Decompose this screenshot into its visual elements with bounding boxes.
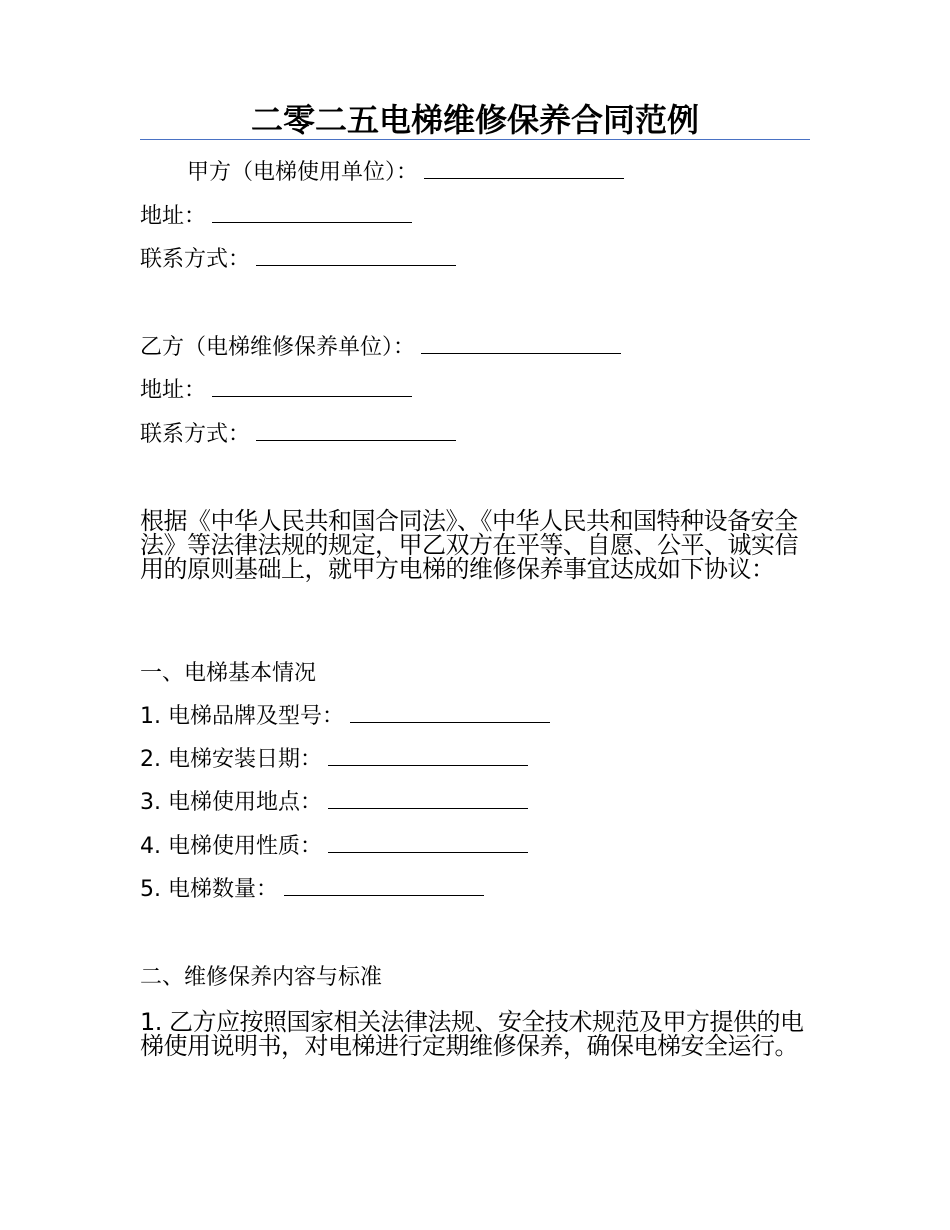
section-1-item <box>140 832 528 862</box>
party-b-label: 乙方（电梯维修保养单位）： <box>140 335 416 360</box>
party-a-address-label: 地址： <box>140 204 207 229</box>
party-b-address-blank[interactable] <box>212 376 412 397</box>
document-title: 二零二五电梯维修保养合同范例 <box>250 101 699 139</box>
section-1-item-label: 1. 电梯品牌及型号： <box>140 704 344 729</box>
party-b-address-line <box>140 376 412 406</box>
section-1-item-blank[interactable] <box>350 702 550 723</box>
section-1-item <box>140 875 484 905</box>
section-1-item-label: 4. 电梯使用性质： <box>140 834 322 859</box>
section-1-item-blank[interactable] <box>284 875 484 896</box>
party-a-address-blank[interactable] <box>212 202 412 223</box>
party-b-contact-label: 联系方式： <box>140 422 251 447</box>
party-b-line <box>140 333 621 363</box>
party-a-contact-label: 联系方式： <box>140 247 251 272</box>
section-1-heading: 一、电梯基本情况 <box>140 661 317 686</box>
section-1-item <box>140 745 528 775</box>
party-a-label: 甲方（电梯使用单位）： <box>187 160 419 185</box>
party-a-contact-blank[interactable] <box>256 245 456 266</box>
party-a-contact-line <box>140 245 456 275</box>
section-2-heading: 二、维修保养内容与标准 <box>140 965 383 990</box>
party-b-contact-line <box>140 420 456 450</box>
party-b-address-label: 地址： <box>140 378 207 403</box>
title-underline <box>140 139 810 140</box>
section-1-item-label: 2. 电梯安装日期： <box>140 747 322 772</box>
party-a-blank[interactable] <box>424 158 624 179</box>
party-b-blank[interactable] <box>421 333 621 354</box>
section-1-item-blank[interactable] <box>328 788 528 809</box>
section-1-item <box>140 702 550 732</box>
party-a-line <box>187 158 624 188</box>
intro-paragraph: 根据《中华人民共和国合同法》、《中华人民共和国特种设备安全法》等法律法规的规定，甲乙双方在平等、自愿、公平、诚实信用的原则基础上，就甲方电梯的维修保养事宜达成如下协议： <box>140 507 798 583</box>
section-1-item-blank[interactable] <box>328 832 528 853</box>
section-2-item-1: 1. 乙方应按照国家相关法律法规、安全技术规范及甲方提供的电梯使用说明书，对电梯进行定期维修保养，确保电梯安全运行。 <box>140 1008 804 1060</box>
party-b-contact-blank[interactable] <box>256 420 456 441</box>
section-1-item-label: 5. 电梯数量： <box>140 877 278 902</box>
section-1-item-blank[interactable] <box>328 745 528 766</box>
party-a-address-line <box>140 202 412 232</box>
section-1-item <box>140 788 528 818</box>
section-1-item-label: 3. 电梯使用地点： <box>140 790 322 815</box>
